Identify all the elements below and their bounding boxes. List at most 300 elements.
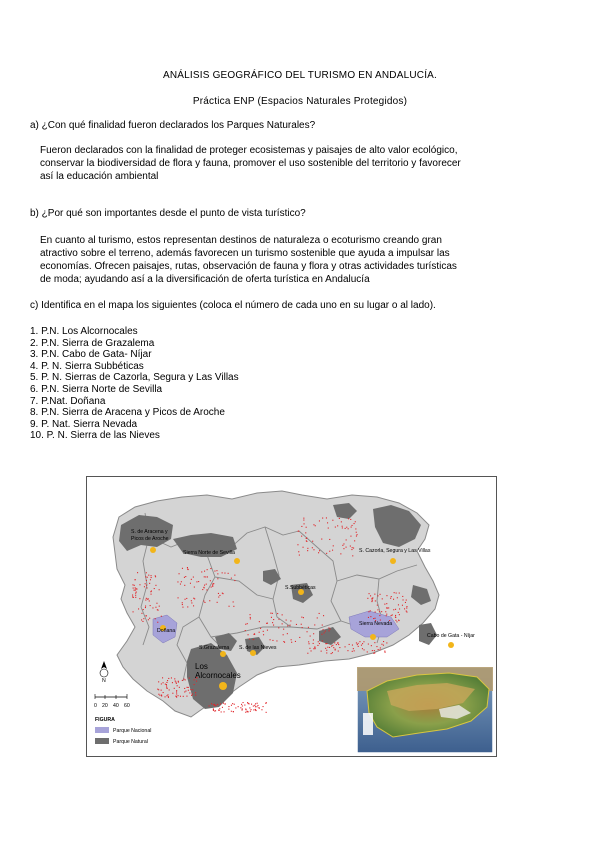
settlement-dot <box>167 694 168 695</box>
settlement-dot <box>151 594 152 595</box>
list-item: 8. P.N. Sierra de Aracena y Picos de Aroche <box>30 407 225 419</box>
settlement-dot <box>196 581 197 582</box>
settlement-dot <box>152 607 153 608</box>
settlement-dot <box>334 642 335 643</box>
settlement-dot <box>301 536 302 537</box>
settlement-dot <box>147 599 148 600</box>
settlement-dot <box>286 620 287 621</box>
settlement-dot <box>354 523 355 524</box>
settlement-dot <box>187 606 188 607</box>
settlement-dot <box>253 706 254 707</box>
settlement-dot <box>353 648 354 649</box>
settlement-dot <box>352 547 353 548</box>
settlement-dot <box>210 580 211 581</box>
settlement-dot <box>335 649 336 650</box>
list-item: 3. P.N. Cabo de Gata- Níjar <box>30 349 152 361</box>
settlement-dot <box>166 682 167 683</box>
settlement-dot <box>348 518 349 519</box>
settlement-dot <box>348 528 349 529</box>
settlement-dot <box>386 642 387 643</box>
settlement-dot <box>256 706 257 707</box>
settlement-dot <box>356 536 357 537</box>
settlement-dot <box>317 617 318 618</box>
settlement-dot <box>378 649 379 650</box>
list-item: 10. P. N. Sierra de las Nieves <box>30 430 160 442</box>
settlement-dot <box>145 607 146 608</box>
settlement-dot <box>231 705 232 706</box>
settlement-dot <box>406 608 407 609</box>
settlement-dot <box>312 541 313 542</box>
settlement-dot <box>253 709 254 710</box>
map-label-subbeticas: S.Subbéticas <box>285 585 316 591</box>
settlement-dot <box>166 695 167 696</box>
settlement-dot <box>178 597 179 598</box>
settlement-dot <box>176 692 177 693</box>
settlement-dot <box>176 683 177 684</box>
settlement-dot <box>187 687 188 688</box>
list-item: 2. P.N. Sierra de Grazalema <box>30 337 155 349</box>
settlement-dot <box>193 605 194 606</box>
answer-a-line: conservar la biodiversidad de flora y fauna, promover el uso sostenible del territorio y favorecer <box>40 158 461 169</box>
inset-relief-map <box>357 667 493 753</box>
settlement-dot <box>309 648 310 649</box>
settlement-dot <box>272 622 273 623</box>
settlement-dot <box>371 645 372 646</box>
settlement-dot <box>362 643 363 644</box>
settlement-dot <box>218 593 219 594</box>
settlement-dot <box>159 606 160 607</box>
settlement-dot <box>277 613 278 614</box>
settlement-dot <box>220 704 221 705</box>
settlement-dot <box>180 696 181 697</box>
settlement-dot <box>283 634 284 635</box>
settlement-dot <box>155 576 156 577</box>
settlement-dot <box>330 629 331 630</box>
settlement-dot <box>322 625 323 626</box>
settlement-dot <box>270 639 271 640</box>
marker-aracena <box>150 547 156 553</box>
settlement-dot <box>287 625 288 626</box>
legend-label-nacional: Parque Nacional <box>113 728 152 734</box>
settlement-dot <box>399 614 400 615</box>
settlement-dot <box>206 584 207 585</box>
settlement-dot <box>219 595 220 596</box>
settlement-dot <box>222 572 223 573</box>
settlement-dot <box>319 550 320 551</box>
settlement-dot <box>337 525 338 526</box>
map-label-aracena: S. de Aracena y <box>131 529 168 535</box>
settlement-dot <box>391 596 392 597</box>
settlement-dot <box>380 649 381 650</box>
settlement-dot <box>383 645 384 646</box>
settlement-dot <box>309 643 310 644</box>
settlement-dot <box>385 611 386 612</box>
settlement-dot <box>301 624 302 625</box>
settlement-dot <box>307 548 308 549</box>
settlement-dot <box>151 577 152 578</box>
settlement-dot <box>381 644 382 645</box>
settlement-dot <box>397 597 398 598</box>
settlement-dot <box>159 695 160 696</box>
settlement-dot <box>375 612 376 613</box>
settlement-dot <box>367 598 368 599</box>
map-label-sierra-nevada: Sierra Nevada <box>359 621 393 627</box>
settlement-dot <box>304 523 305 524</box>
settlement-dot <box>352 525 353 526</box>
settlement-dot <box>254 705 255 706</box>
settlement-dot <box>326 643 327 644</box>
settlement-dot <box>176 690 177 691</box>
settlement-dot <box>284 642 285 643</box>
settlement-dot <box>276 640 277 641</box>
map-label-alcornocales: Los <box>195 662 208 671</box>
settlement-dot <box>143 618 144 619</box>
settlement-dot <box>329 551 330 552</box>
answer-a-line: Fueron declarados con la finalidad de proteger ecosistemas y paisajes de alto valor ecológico, <box>40 145 458 156</box>
question-a: a) ¿Con qué finalidad fueron declarados los Parques Naturales? <box>30 120 316 131</box>
settlement-dot <box>145 600 146 601</box>
settlement-dot <box>394 592 395 593</box>
settlement-dot <box>350 519 351 520</box>
settlement-dot <box>271 617 272 618</box>
settlement-dot <box>313 643 314 644</box>
settlement-dot <box>213 583 214 584</box>
settlement-dot <box>399 593 400 594</box>
settlement-dot <box>383 641 384 642</box>
settlement-dot <box>381 611 382 612</box>
settlement-dot <box>343 548 344 549</box>
settlement-dot <box>376 646 377 647</box>
settlement-dot <box>204 571 205 572</box>
settlement-dot <box>333 545 334 546</box>
settlement-dot <box>204 576 205 577</box>
settlement-dot <box>317 645 318 646</box>
settlement-dot <box>171 677 172 678</box>
settlement-dot <box>390 598 391 599</box>
settlement-dot <box>338 644 339 645</box>
settlement-dot <box>144 586 145 587</box>
settlement-dot <box>326 553 327 554</box>
settlement-dot <box>395 609 396 610</box>
settlement-dot <box>214 704 215 705</box>
settlement-dot <box>223 703 224 704</box>
settlement-dot <box>185 599 186 600</box>
settlement-dot <box>404 608 405 609</box>
settlement-dot <box>191 602 192 603</box>
settlement-dot <box>211 587 212 588</box>
settlement-dot <box>282 623 283 624</box>
settlement-dot <box>312 547 313 548</box>
settlement-dot <box>146 585 147 586</box>
settlement-dot <box>206 589 207 590</box>
map-label-aracena: Picos de Aroche <box>131 536 169 542</box>
settlement-dot <box>155 607 156 608</box>
settlement-dot <box>229 606 230 607</box>
answer-a-line: así la educación ambiental <box>40 171 159 182</box>
settlement-dot <box>313 549 314 550</box>
settlement-dot <box>356 532 357 533</box>
settlement-dot <box>195 692 196 693</box>
settlement-dot <box>405 602 406 603</box>
settlement-dot <box>161 690 162 691</box>
settlement-dot <box>217 602 218 603</box>
settlement-dot <box>282 614 283 615</box>
scale-tick: 60 <box>124 703 130 709</box>
settlement-dot <box>163 692 164 693</box>
settlement-dot <box>182 680 183 681</box>
settlement-dot <box>219 708 220 709</box>
settlement-dot <box>290 625 291 626</box>
settlement-dot <box>329 647 330 648</box>
settlement-dot <box>346 547 347 548</box>
settlement-dot <box>273 619 274 620</box>
settlement-dot <box>146 598 147 599</box>
settlement-dot <box>149 600 150 601</box>
marker-sierra-norte <box>234 558 240 564</box>
settlement-dot <box>224 573 225 574</box>
settlement-dot <box>398 604 399 605</box>
settlement-dot <box>396 621 397 622</box>
settlement-dot <box>291 642 292 643</box>
settlement-dot <box>183 696 184 697</box>
settlement-dot <box>174 688 175 689</box>
settlement-dot <box>359 641 360 642</box>
settlement-dot <box>248 634 249 635</box>
answer-a <box>40 144 570 183</box>
settlement-dot <box>241 704 242 705</box>
settlement-dot <box>399 608 400 609</box>
settlement-dot <box>267 630 268 631</box>
settlement-dot <box>132 584 133 585</box>
settlement-dot <box>307 631 308 632</box>
settlement-dot <box>249 638 250 639</box>
settlement-dot <box>333 647 334 648</box>
settlement-dot <box>398 612 399 613</box>
settlement-dot <box>385 652 386 653</box>
settlement-dot <box>146 580 147 581</box>
settlement-dot <box>310 636 311 637</box>
settlement-dot <box>214 571 215 572</box>
settlement-dot <box>332 645 333 646</box>
settlement-dot <box>159 589 160 590</box>
settlement-dot <box>244 705 245 706</box>
settlement-dot <box>143 609 144 610</box>
settlement-dot <box>184 585 185 586</box>
settlement-dot <box>374 642 375 643</box>
settlement-dot <box>313 524 314 525</box>
settlement-dot <box>161 683 162 684</box>
settlement-dot <box>295 641 296 642</box>
scale-tick: 20 <box>102 703 108 709</box>
settlement-dot <box>184 577 185 578</box>
settlement-dot <box>247 702 248 703</box>
settlement-dot <box>402 596 403 597</box>
settlement-dot <box>187 567 188 568</box>
settlement-dot <box>149 618 150 619</box>
settlement-dot <box>386 603 387 604</box>
settlement-dot <box>158 694 159 695</box>
settlement-dot <box>347 650 348 651</box>
scale-tick: 0 <box>94 703 97 709</box>
settlement-dot <box>248 711 249 712</box>
settlement-dot <box>382 598 383 599</box>
settlement-dot <box>331 653 332 654</box>
settlement-dot <box>209 705 210 706</box>
settlement-dot <box>161 616 162 617</box>
settlement-dot <box>215 705 216 706</box>
settlement-dot <box>321 634 322 635</box>
settlement-dot <box>249 707 250 708</box>
settlement-dot <box>218 710 219 711</box>
settlement-dot <box>191 600 192 601</box>
settlement-dot <box>148 619 149 620</box>
settlement-dot <box>150 579 151 580</box>
settlement-dot <box>355 528 356 529</box>
settlement-dot <box>353 548 354 549</box>
settlement-dot <box>326 517 327 518</box>
settlement-dot <box>158 610 159 611</box>
settlement-dot <box>185 576 186 577</box>
settlement-dot <box>362 648 363 649</box>
settlement-dot <box>352 645 353 646</box>
settlement-dot <box>319 613 320 614</box>
settlement-dot <box>135 579 136 580</box>
settlement-dot <box>287 633 288 634</box>
settlement-dot <box>370 595 371 596</box>
settlement-dot <box>212 585 213 586</box>
settlement-dot <box>303 547 304 548</box>
settlement-dot <box>350 546 351 547</box>
settlement-dot <box>258 707 259 708</box>
settlement-dot <box>368 644 369 645</box>
settlement-dot <box>263 634 264 635</box>
settlement-dot <box>177 685 178 686</box>
settlement-dot <box>141 613 142 614</box>
settlement-dot <box>270 613 271 614</box>
list-item: 1. P.N. Los Alcornocales <box>30 326 138 337</box>
settlement-dot <box>342 545 343 546</box>
marker-grazalema <box>220 651 226 657</box>
settlement-dot <box>137 572 138 573</box>
settlement-dot <box>151 575 152 576</box>
settlement-dot <box>233 601 234 602</box>
settlement-dot <box>189 678 190 679</box>
settlement-dot <box>198 581 199 582</box>
parks-list <box>30 326 239 442</box>
settlement-dot <box>133 597 134 598</box>
settlement-dot <box>342 526 343 527</box>
settlement-dot <box>386 615 387 616</box>
settlement-dot <box>154 588 155 589</box>
settlement-dot <box>221 711 222 712</box>
settlement-dot <box>135 587 136 588</box>
settlement-dot <box>231 711 232 712</box>
settlement-dot <box>345 646 346 647</box>
settlement-dot <box>139 598 140 599</box>
settlement-dot <box>384 651 385 652</box>
settlement-dot <box>290 620 291 621</box>
settlement-dot <box>278 627 279 628</box>
settlement-dot <box>188 687 189 688</box>
settlement-dot <box>299 637 300 638</box>
settlement-dot <box>352 555 353 556</box>
settlement-dot <box>234 575 235 576</box>
question-c: c) Identifica en el mapa los siguientes (coloca el número de cada uno en su lugar o al lado). <box>30 300 436 311</box>
settlement-dot <box>374 594 375 595</box>
settlement-dot <box>242 708 243 709</box>
settlement-dot <box>169 689 170 690</box>
settlement-dot <box>291 639 292 640</box>
settlement-dot <box>341 521 342 522</box>
settlement-dot <box>148 575 149 576</box>
settlement-dot <box>136 589 137 590</box>
settlement-dot <box>250 617 251 618</box>
page-subtitle: Práctica ENP (Espacios Naturales Protegidos) <box>192 96 408 107</box>
settlement-dot <box>303 518 304 519</box>
settlement-dot <box>368 611 369 612</box>
scale-tick: 40 <box>113 703 119 709</box>
settlement-dot <box>351 527 352 528</box>
settlement-dot <box>234 580 235 581</box>
settlement-dot <box>272 613 273 614</box>
settlement-dot <box>132 595 133 596</box>
marker-alcornocales <box>219 682 227 690</box>
settlement-dot <box>260 628 261 629</box>
settlement-dot <box>308 627 309 628</box>
settlement-dot <box>379 615 380 616</box>
settlement-dot <box>222 707 223 708</box>
settlement-dot <box>321 539 322 540</box>
settlement-dot <box>361 645 362 646</box>
settlement-dot <box>194 587 195 588</box>
settlement-dot <box>242 710 243 711</box>
settlement-dot <box>298 531 299 532</box>
settlement-dot <box>406 606 407 607</box>
settlement-dot <box>145 583 146 584</box>
map-label-sierra-norte: Sierra Norte de Sevilla <box>183 550 235 556</box>
settlement-dot <box>147 587 148 588</box>
question-b: b) ¿Por qué son importantes desde el punto de vista turístico? <box>30 208 306 219</box>
settlement-dot <box>302 627 303 628</box>
settlement-dot <box>253 639 254 640</box>
settlement-dot <box>185 679 186 680</box>
settlement-dot <box>403 599 404 600</box>
settlement-dot <box>371 601 372 602</box>
list-item: 7. P.Nat. Doñana <box>30 395 106 407</box>
settlement-dot <box>318 641 319 642</box>
settlement-dot <box>146 615 147 616</box>
settlement-dot <box>375 618 376 619</box>
settlement-dot <box>234 704 235 705</box>
settlement-dot <box>313 633 314 634</box>
settlement-dot <box>133 611 134 612</box>
settlement-dot <box>386 607 387 608</box>
settlement-dot <box>191 579 192 580</box>
settlement-dot <box>182 568 183 569</box>
settlement-dot <box>192 694 193 695</box>
settlement-dot <box>184 691 185 692</box>
settlement-dot <box>176 693 177 694</box>
list-item: 4. P. N. Sierra Subbéticas <box>30 360 144 372</box>
settlement-dot <box>172 693 173 694</box>
settlement-dot <box>375 600 376 601</box>
settlement-dot <box>328 627 329 628</box>
settlement-dot <box>322 640 323 641</box>
settlement-dot <box>257 703 258 704</box>
settlement-dot <box>255 709 256 710</box>
settlement-dot <box>187 569 188 570</box>
settlement-dot <box>297 544 298 545</box>
